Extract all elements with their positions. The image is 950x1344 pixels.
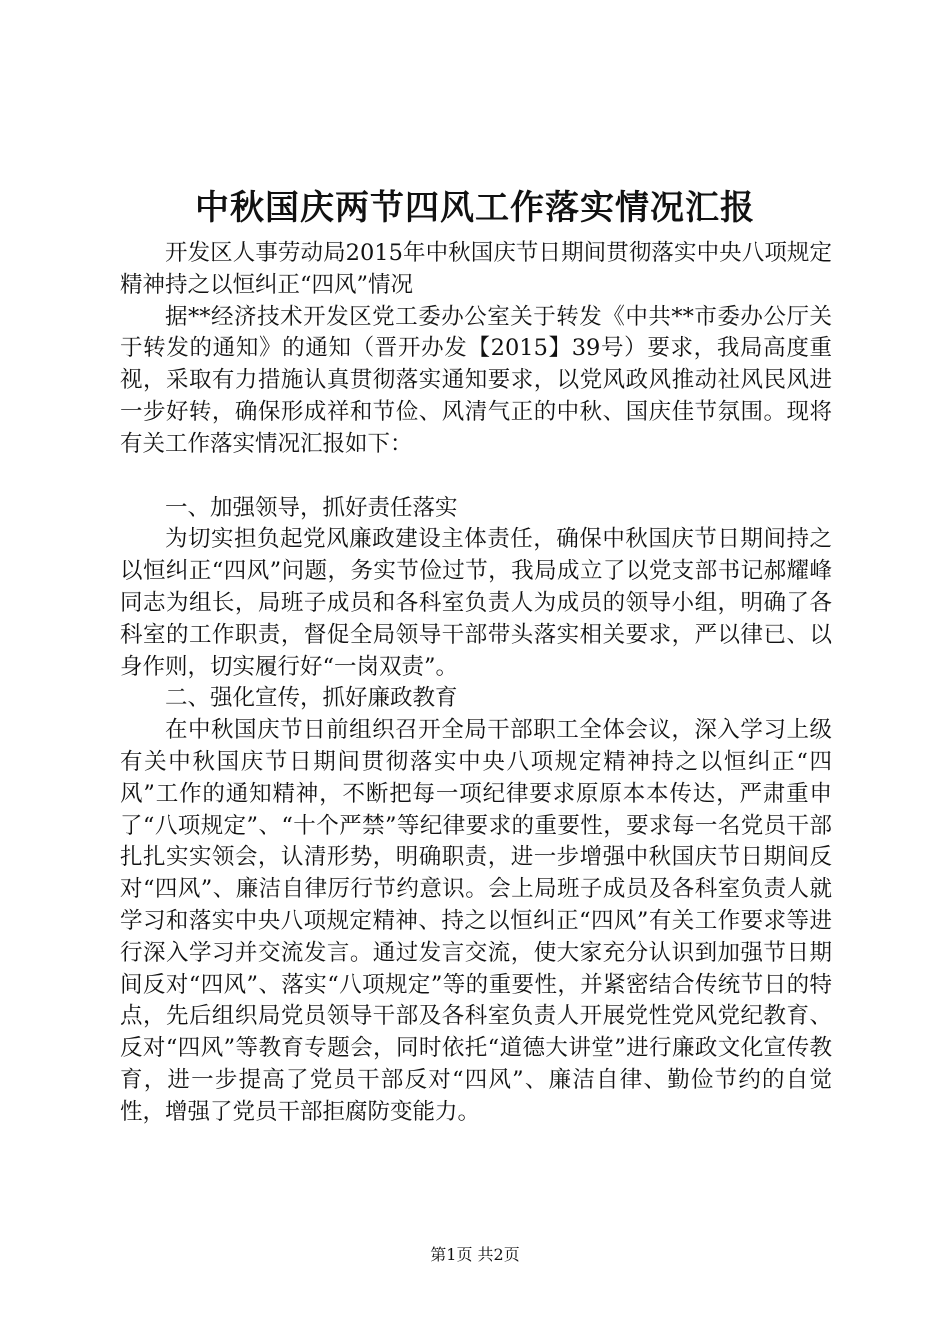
section-2-paragraph: 在中秋国庆节日前组织召开全局干部职工全体会议，深入学习上级有关中秋国庆节日期间贯彻落实中央八项规定精神持之以恒纠正“四风”工作的通知精神，不断把每一项纪律要求原原本本传达，严肃重申了“八项规定”、“十个严禁”等纪律要求的重要性，要求每一名党员干部扎扎实实领会，认清形势，明确职责，进一步增强中秋国庆节日期间反对“四风”、廉洁自律厉行节约意识。会上局班子成员及各科室负责人就学习和落实中央八项规定精神、持之以恒纠正“四风”有关工作要求等进行深入学习并交流发言。通过发言交流，使大家充分认识到加强节日期间反对“四风”、落实“八项规定”等的重要性，并紧密结合传统节日的特点，先后组织局党员领导干部及各科室负责人开展党性党风党纪教育、反对“四风”等教育专题会，同时依托“道德大讲堂”进行廉政文化宣传教育，进一步提高了党员干部反对“四风”、廉洁自律、勤俭节约的自觉性，增强了党员干部拒腐防变能力。 bbox=[120, 717, 832, 1125]
section-heading-1: 一、加强领导，抓好责任落实 bbox=[165, 494, 458, 521]
document-body bbox=[120, 238, 832, 1129]
page-footer: 第1页 共2页 bbox=[430, 1245, 520, 1264]
background-paragraph: 据**经济技术开发区党工委办公室关于转发《中共**市委办公厅关于转发的通知》的通知（晋开办发【2015】39号）要求，我局高度重视，采取有力措施认真贯彻落实通知要求，以党风政风推动社风民风进一步好转，确保形成祥和节俭、风清气正的中秋、国庆佳节氛围。现将有关工作落实情况汇报如下： bbox=[120, 303, 832, 457]
document-title: 中秋国庆两节四风工作落实情况汇报 bbox=[195, 188, 755, 228]
section-1-paragraph: 为切实担负起党风廉政建设主体责任，确保中秋国庆节日期间持之以恒纠正“四风”问题，务实节俭过节，我局成立了以党支部书记郝耀峰同志为组长，局班子成员和各科室负责人为成员的领导小组，明确了各科室的工作职责，督促全局领导干部带头落实相关要求，严以律已、以身作则，切实履行好“一岗双责”。 bbox=[120, 526, 832, 680]
section-heading-2: 二、强化宣传，抓好廉政教育 bbox=[165, 685, 458, 712]
paragraph-gap bbox=[120, 461, 832, 493]
intro-paragraph: 开发区人事劳动局2015年中秋国庆节日期间贯彻落实中央八项规定精神持之以恒纠正“四风”情况 bbox=[120, 240, 832, 298]
